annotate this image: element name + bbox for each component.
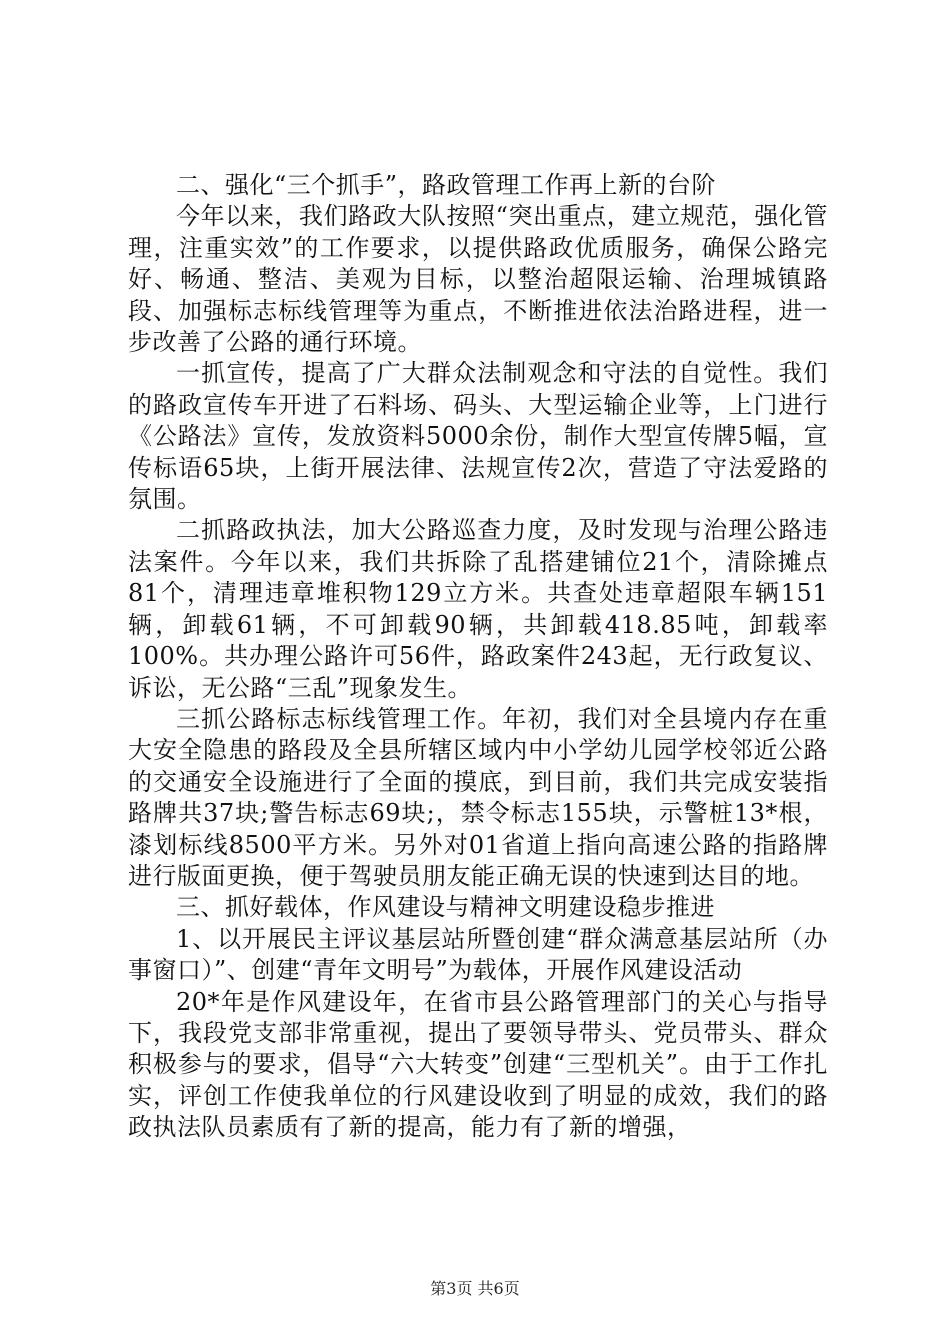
paragraph-item-1: 1、以开展民主评议基层站所暨创建“群众满意基层站所（办事窗口）”、创建“青年文明号”为载体，开展作风建设活动 (128, 924, 828, 985)
paragraph-third: 三抓公路标志标线管理工作。年初，我们对全县境内存在重大安全隐患的路段及全县所辖区域内中小学幼儿园学校邻近公路的交通安全设施进行了全面的摸底，到目前，我们共完成安装指路牌共37块;警告标志69块;，禁令标志155块，示警桩13*根，漆划标线8500平方米。另外对01省道上指向高速公路的指路牌进行版面更换，便于驾驶员朋友能正确无误的快速到达目的地。 (128, 704, 828, 890)
paragraph-intro: 今年以来，我们路政大队按照“突出重点，建立规范，强化管理，注重实效”的工作要求，以提供路政优质服务，确保公路完好、畅通、整洁、美观为目标，以整治超限运输、治理城镇路段、加强标志标线管理等为重点，不断推进依法治路进程，进一步改善了公路的通行环境。 (128, 202, 828, 357)
document-body (128, 170, 828, 1144)
page-footer: 第3页 共6页 (430, 1279, 520, 1298)
paragraph-first: 一抓宣传，提高了广大群众法制观念和守法的自觉性。我们的路政宣传车开进了石料场、码头、大型运输企业等，上门进行《公路法》宣传，发放资料5000余份，制作大型宣传牌5幅，宣传标语65块，上街开展法律、法规宣传2次，营造了守法爱路的氛围。 (128, 359, 828, 514)
section-heading-3: 三、抓好载体，作风建设与精神文明建设稳步推进 (176, 893, 715, 922)
paragraph-second: 二抓路政执法，加大公路巡查力度，及时发现与治理公路违法案件。今年以来，我们共拆除了乱搭建铺位21个，清除摊点81个，清理违章堆积物129立方米。共查处违章超限车辆151辆，卸载61辆，不可卸载90辆，共卸载418.85吨，卸载率100%。共办理公路许可56件，路政案件243起，无行政复议、诉讼，无公路“三乱”现象发生。 (128, 516, 828, 702)
section-heading-2: 二、强化“三个抓手”，路政管理工作再上新的台阶 (176, 171, 717, 199)
paragraph-year: 20*年是作风建设年，在省市县公路管理部门的关心与指导下，我段党支部非常重视，提出了要领导带头、党员带头、群众积极参与的要求，倡导“六大转变”创建“三型机关”。由于工作扎实，评创工作使我单位的行风建设收到了明显的成效，我们的路政执法队员素质有了新的提高，能力有了新的增强， (128, 987, 828, 1142)
